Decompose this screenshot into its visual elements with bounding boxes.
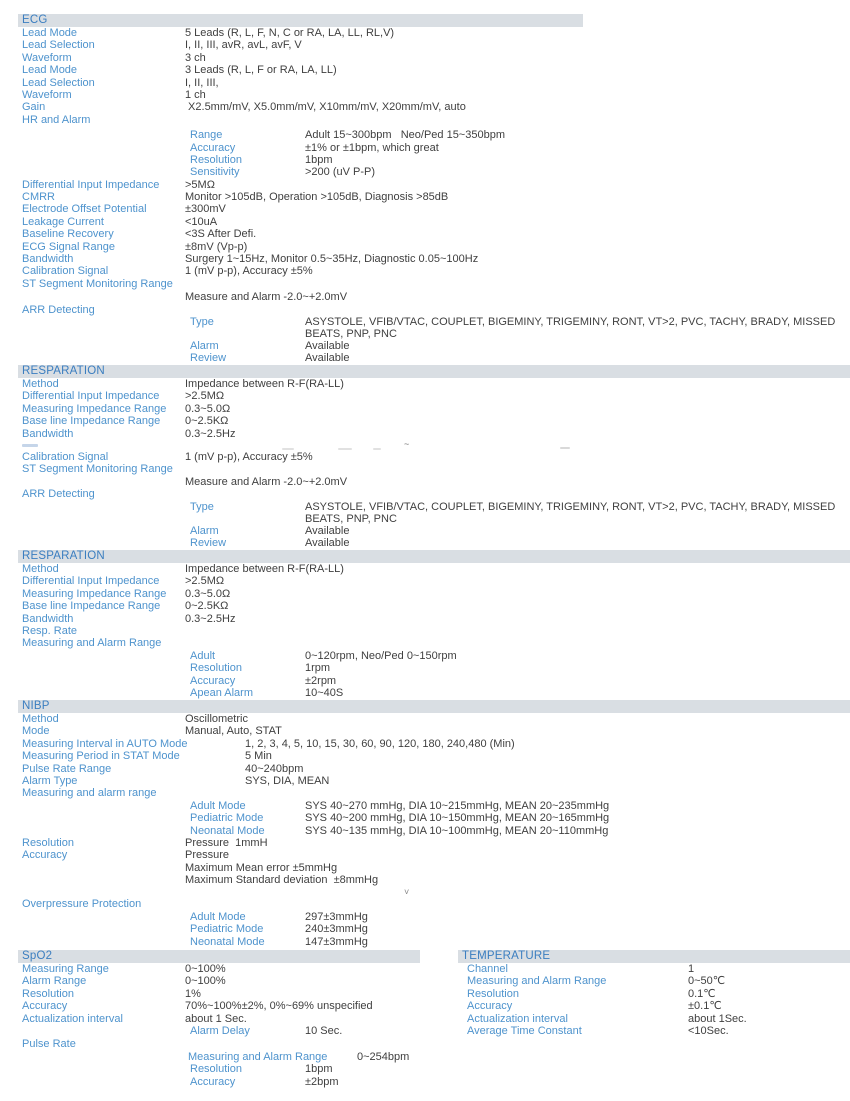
spec-value: >2.5MΩ	[185, 390, 225, 403]
spec-row	[0, 575, 850, 587]
spec-label: Resolution	[190, 153, 242, 166]
spec-value: 0.3~2.5Hz	[185, 427, 236, 440]
spec-value: Available	[305, 536, 350, 549]
spec-row	[0, 637, 850, 649]
spec-row	[0, 687, 850, 699]
spec-row	[0, 613, 850, 625]
spec-row	[0, 650, 850, 662]
spec-label: Leakage Current	[22, 215, 104, 228]
spec-row	[0, 129, 850, 141]
spec-row	[0, 725, 850, 737]
spec-value: Adult 15~300bpm Neo/Ped 15~350bpm	[305, 129, 505, 142]
spec-row	[0, 537, 850, 549]
spec-label: Calibration Signal	[22, 450, 109, 463]
spec-row	[0, 154, 850, 166]
spec-row	[0, 600, 850, 612]
spec-value: 1bpm	[305, 1063, 333, 1076]
spec-label: Accuracy	[22, 849, 68, 862]
spec-label: Resolution	[190, 1063, 242, 1076]
spec-label: ST Segment Monitoring Range	[22, 277, 173, 290]
spec-row	[0, 1000, 455, 1012]
spec-label: Method	[22, 713, 59, 725]
spec-row	[0, 463, 850, 475]
spec-row	[0, 738, 850, 750]
scan-artifact	[373, 448, 381, 450]
spec-label: Measuring and Alarm Range	[22, 637, 162, 650]
spec-label: Adult	[190, 649, 216, 662]
spec-row	[0, 241, 850, 253]
spec-row	[0, 476, 850, 488]
spec-row	[0, 291, 850, 303]
spec-value: 1 ch	[185, 88, 206, 101]
spec-value: about 1 Sec.	[185, 1012, 247, 1025]
spec-row	[0, 501, 850, 525]
spec-value: 70%~100%±2%, 0%~69% unspecified	[185, 1000, 373, 1013]
spec-value: 0.3~2.5Hz	[185, 612, 236, 625]
spec-label: Method	[22, 378, 59, 390]
spec-value: 1, 2, 3, 4, 5, 10, 15, 30, 60, 90, 120, 180, 240,480 (Min)	[245, 737, 515, 750]
spec-label: Pediatric Mode	[190, 812, 264, 825]
spec-value: I, II, III,	[185, 76, 219, 89]
section-title: NIBP	[22, 700, 50, 712]
spec-label: Lead Selection	[22, 39, 95, 52]
spec-label: Accuracy	[467, 1000, 513, 1013]
spec-label: Adult Mode	[190, 799, 246, 812]
spec-row	[0, 874, 850, 886]
spec-value: Impedance between R-F(RA-LL)	[185, 563, 344, 575]
spec-value: Maximum Mean error ±5mmHg	[185, 861, 338, 874]
spec-row	[455, 1013, 850, 1025]
spec-label: Actualization interval	[22, 1012, 123, 1025]
spec-label: Bandwidth	[22, 253, 74, 266]
spec-value: ±2bpm	[305, 1075, 339, 1088]
scan-artifact	[560, 447, 570, 449]
spec-label: Alarm Range	[22, 975, 87, 988]
spec-row	[0, 763, 850, 775]
spec-label: Measuring Period in STAT Mode	[22, 750, 180, 763]
spec-value: 0.3~5.0Ω	[185, 587, 231, 600]
spec-label: Gain	[22, 101, 46, 114]
spec-value: 297±3mmHg	[305, 910, 368, 923]
spec-row	[0, 77, 850, 89]
spec-label: Accuracy	[190, 1075, 236, 1088]
scan-artifact	[282, 448, 294, 450]
scan-artifact	[338, 448, 352, 450]
spec-value: >2.5MΩ	[185, 575, 225, 588]
spec-label: Measuring and alarm range	[22, 787, 157, 800]
spec-row	[0, 963, 455, 975]
spec-row	[0, 265, 850, 277]
spec-value: >5MΩ	[185, 178, 215, 191]
spec-value: SYS 40~135 mmHg, DIA 10~100mmHg, MEAN 20~110mmHg	[305, 824, 609, 837]
spec-row	[0, 1013, 455, 1025]
spec-row	[0, 352, 850, 364]
spec-row	[0, 787, 850, 799]
spec-row	[0, 625, 850, 637]
spec-row	[0, 403, 850, 415]
spec-value: about 1Sec.	[688, 1012, 747, 1025]
spec-value: 0~100%	[185, 975, 226, 988]
spec-row	[0, 89, 850, 101]
spec-row	[455, 988, 850, 1000]
spec-row	[0, 936, 850, 948]
spec-label: Adult Mode	[190, 910, 246, 923]
section-header-bar	[458, 950, 850, 963]
section-title: SpO2	[22, 950, 53, 962]
spec-row	[0, 451, 850, 463]
section-header-bar	[18, 14, 583, 27]
spec-value: <3S After Defi.	[185, 228, 257, 241]
spec-row	[0, 849, 850, 861]
spec-value: <10Sec.	[688, 1024, 729, 1037]
spec-label: Resolution	[22, 987, 74, 1000]
spec-row	[0, 975, 455, 987]
spec-label: ARR Detecting	[22, 303, 95, 316]
spec-label: HR and Alarm	[22, 113, 91, 126]
spec-value: 5 Leads (R, L, F, N, C or RA, LA, LL, RL,V)	[185, 27, 395, 39]
section-header-bar	[18, 365, 850, 378]
section-spo2	[0, 950, 455, 1088]
spec-label: Base line Impedance Range	[22, 415, 161, 428]
spec-value: Monitor >105dB, Operation >105dB, Diagnosis >85dB	[185, 191, 449, 204]
spec-value: 0~100%	[185, 963, 226, 975]
spec-row	[0, 428, 850, 440]
spec-row	[0, 378, 850, 390]
spec-value: SYS 40~270 mmHg, DIA 10~215mmHg, MEAN 20~235mmHg	[305, 799, 610, 812]
spec-label: Measuring Interval in AUTO Mode	[22, 737, 188, 750]
spec-row	[0, 1038, 455, 1050]
spec-row	[0, 1063, 455, 1075]
section-resp2	[0, 550, 850, 699]
spec-row	[0, 390, 850, 402]
spec-row	[455, 1000, 850, 1012]
spec-label: Review	[190, 352, 227, 365]
spec-row	[0, 64, 850, 76]
section-resp1	[0, 365, 850, 549]
spec-value: 0~50℃	[688, 975, 726, 988]
spec-label: Actualization interval	[467, 1012, 568, 1025]
spec-value: 147±3mmHg	[305, 935, 368, 948]
spec-label: Calibration Signal	[22, 265, 109, 278]
spec-label: Accuracy	[22, 1000, 68, 1013]
spec-value: ASYSTOLE, VFIB/VTAC, COUPLET, BIGEMINY, TRIGEMINY, RONT, VT>2, PVC, TACHY, BRADY, MISSED BEATS, PNP, PNC	[305, 315, 836, 341]
spec-row	[0, 911, 850, 923]
spec-row	[0, 52, 850, 64]
scan-artifact	[22, 444, 38, 447]
spec-value: Measure and Alarm -2.0~+2.0mV	[185, 475, 348, 488]
spec-value: 0~254bpm	[357, 1050, 410, 1063]
spec-value: Oscillometric	[185, 713, 248, 725]
spec-label: Resolution	[22, 836, 74, 849]
spec-row	[0, 825, 850, 837]
spec-label: Pulse Rate Range	[22, 762, 112, 775]
spec-row	[0, 488, 850, 500]
section-header-bar	[18, 700, 850, 713]
spec-row	[455, 963, 850, 975]
spec-value: SYS 40~200 mmHg, DIA 10~150mmHg, MEAN 20~165mmHg	[305, 812, 610, 825]
spec-label: Average Time Constant	[467, 1024, 582, 1037]
spec-value: ±0.1℃	[688, 1000, 722, 1013]
spec-label: Measuring and Alarm Range	[188, 1050, 328, 1063]
spec-label: Type	[190, 500, 214, 513]
spec-row	[0, 316, 850, 340]
spec-value: ±300mV	[185, 203, 226, 216]
spec-row	[0, 114, 850, 126]
spec-row	[0, 179, 850, 191]
spec-label: Electrode Offset Potential	[22, 203, 147, 216]
spec-row	[0, 166, 850, 178]
spec-label: CMRR	[22, 191, 55, 204]
spec-row	[0, 988, 455, 1000]
section-header-bar	[18, 950, 420, 963]
spec-row	[0, 837, 850, 849]
spec-row	[0, 662, 850, 674]
spec-row	[0, 862, 850, 874]
spec-row	[0, 228, 850, 240]
spec-label: Sensitivity	[190, 166, 240, 179]
spec-label: Differential Input Impedance	[22, 390, 160, 403]
spec-label: Measuring Range	[22, 963, 109, 975]
spec-label: Neonatal Mode	[190, 935, 265, 948]
spec-label: Measuring Impedance Range	[22, 587, 167, 600]
spec-value: SYS, DIA, MEAN	[245, 774, 330, 787]
spec-label: Lead Selection	[22, 76, 95, 89]
spec-value: Manual, Auto, STAT	[185, 725, 282, 738]
spec-row	[0, 923, 850, 935]
spec-row	[0, 340, 850, 352]
spec-label: Resolution	[467, 987, 519, 1000]
spec-value: 10~40S	[305, 686, 344, 699]
spec-label: Differential Input Impedance	[22, 575, 160, 588]
spec-value: I, II, III, avR, avL, avF, V	[185, 39, 302, 52]
section-title: TEMPERATURE	[462, 950, 551, 962]
spec-value: Pressure 1mmH	[185, 836, 268, 849]
spec-value: 0~2.5KΩ	[185, 415, 229, 428]
spec-value: Pressure	[185, 849, 230, 862]
spec-row	[455, 1025, 850, 1037]
spec-label: Alarm	[190, 339, 219, 352]
spec-row	[455, 975, 850, 987]
section-title: RESPARATION	[22, 550, 105, 562]
spec-value: Measure and Alarm -2.0~+2.0mV	[185, 291, 348, 304]
spec-label: Overpressure Protection	[22, 898, 142, 911]
spec-value: Available	[305, 524, 350, 537]
scan-artifact: ~	[404, 438, 410, 449]
spec-row	[0, 675, 850, 687]
spec-row	[0, 1076, 455, 1088]
spec-row	[0, 750, 850, 762]
spec-value: 0~2.5KΩ	[185, 600, 229, 613]
spec-label: Pulse Rate	[22, 1038, 76, 1051]
spec-value: 3 Leads (R, L, F or RA, LA, LL)	[185, 64, 337, 77]
section-nibp	[0, 700, 850, 948]
spec-row	[0, 253, 850, 265]
spec-label: Lead Mode	[22, 64, 78, 77]
spec-row	[0, 775, 850, 787]
spec-label: Measuring Impedance Range	[22, 402, 167, 415]
spec-value: 3 ch	[185, 51, 206, 64]
spec-label: Apean Alarm	[190, 686, 253, 699]
section-header-bar	[18, 550, 850, 563]
spec-label: Waveform	[22, 88, 72, 101]
spec-label: Review	[190, 536, 227, 549]
spec-value: 1	[688, 963, 695, 975]
spec-value: 1 (mV p-p), Accuracy ±5%	[185, 265, 313, 278]
spec-label: Alarm Delay	[190, 1024, 250, 1037]
section-temp	[455, 950, 850, 1037]
spec-label: ST Segment Monitoring Range	[22, 463, 173, 476]
spec-value: 1%	[185, 987, 201, 1000]
spec-label: Bandwidth	[22, 612, 74, 625]
spec-label: Base line Impedance Range	[22, 600, 161, 613]
spec-label: ARR Detecting	[22, 488, 95, 501]
spec-label: Resp. Rate	[22, 624, 78, 637]
spec-value: 0.3~5.0Ω	[185, 402, 231, 415]
spec-label: Alarm Type	[22, 774, 78, 787]
spec-label: Range	[190, 129, 223, 142]
spec-row	[0, 278, 850, 290]
spec-row	[0, 191, 850, 203]
spec-row	[0, 27, 850, 39]
spec-label: Accuracy	[190, 141, 236, 154]
spec-value: 5 Min	[245, 750, 272, 763]
spec-row	[0, 203, 850, 215]
spec-row	[0, 415, 850, 427]
spec-row	[0, 39, 850, 51]
spec-row	[0, 1051, 455, 1063]
spec-value: >200 (uV P-P)	[305, 166, 376, 179]
section-title: ECG	[22, 14, 48, 26]
spec-row	[0, 525, 850, 537]
spec-value: 40~240bpm	[245, 762, 304, 775]
spec-label: Waveform	[22, 51, 72, 64]
spacer	[0, 440, 850, 451]
spec-row	[0, 304, 850, 316]
spec-value: 240±3mmHg	[305, 923, 368, 936]
spec-label: Resolution	[190, 662, 242, 675]
spec-value: Available	[305, 352, 350, 365]
spec-label: Method	[22, 563, 59, 575]
spec-value: Impedance between R-F(RA-LL)	[185, 378, 344, 390]
spec-label: Pediatric Mode	[190, 923, 264, 936]
spec-value: ±2rpm	[305, 674, 337, 687]
spec-row	[0, 898, 850, 910]
spec-row	[0, 563, 850, 575]
spec-value: ASYSTOLE, VFIB/VTAC, COUPLET, BIGEMINY, TRIGEMINY, RONT, VT>2, PVC, TACHY, BRADY, MISSED BEATS, PNP, PNC	[305, 500, 836, 525]
spec-label: Mode	[22, 725, 50, 738]
spec-value: ±1% or ±1bpm, which great	[305, 141, 439, 154]
spec-value: ±8mV (Vp-p)	[185, 240, 248, 253]
spec-label: Channel	[467, 963, 508, 975]
spec-label: Alarm	[190, 524, 219, 537]
spec-row	[0, 800, 850, 812]
section-ecg	[0, 14, 850, 365]
spec-row	[0, 713, 850, 725]
spec-row	[0, 216, 850, 228]
spec-value: 1 (mV p-p), Accuracy ±5%	[185, 450, 313, 463]
scan-artifact: ˅	[404, 887, 410, 898]
spec-value: <10uA	[185, 215, 218, 228]
spec-value: 10 Sec.	[305, 1024, 343, 1037]
spec-value: 1bpm	[305, 153, 333, 166]
spec-value: 0.1℃	[688, 987, 716, 1000]
spec-label: Bandwidth	[22, 427, 74, 440]
spec-label: Differential Input Impedance	[22, 178, 160, 191]
spec-row	[0, 142, 850, 154]
spec-label: Lead Mode	[22, 27, 78, 39]
spec-value: Maximum Standard deviation ±8mmHg	[185, 874, 379, 887]
spec-label: Baseline Recovery	[22, 228, 114, 241]
spec-label: Accuracy	[190, 674, 236, 687]
spec-row	[0, 588, 850, 600]
spec-value: 1rpm	[305, 662, 331, 675]
spec-label: Measuring and Alarm Range	[467, 975, 607, 988]
spec-label: Type	[190, 315, 214, 328]
spec-row	[0, 812, 850, 824]
spec-label: ECG Signal Range	[22, 240, 115, 253]
spec-label: Neonatal Mode	[190, 824, 265, 837]
spec-value: X2.5mm/mV, X5.0mm/mV, X10mm/mV, X20mm/mV, auto	[185, 101, 466, 114]
spec-value: Available	[305, 339, 350, 352]
spec-value: 0~120rpm, Neo/Ped 0~150rpm	[305, 649, 457, 662]
spec-row	[0, 1025, 455, 1037]
section-title: RESPARATION	[22, 365, 105, 377]
spacer	[0, 886, 850, 898]
spec-row	[0, 101, 850, 113]
spec-value: Surgery 1~15Hz, Monitor 0.5~35Hz, Diagnostic 0.05~100Hz	[185, 253, 479, 266]
